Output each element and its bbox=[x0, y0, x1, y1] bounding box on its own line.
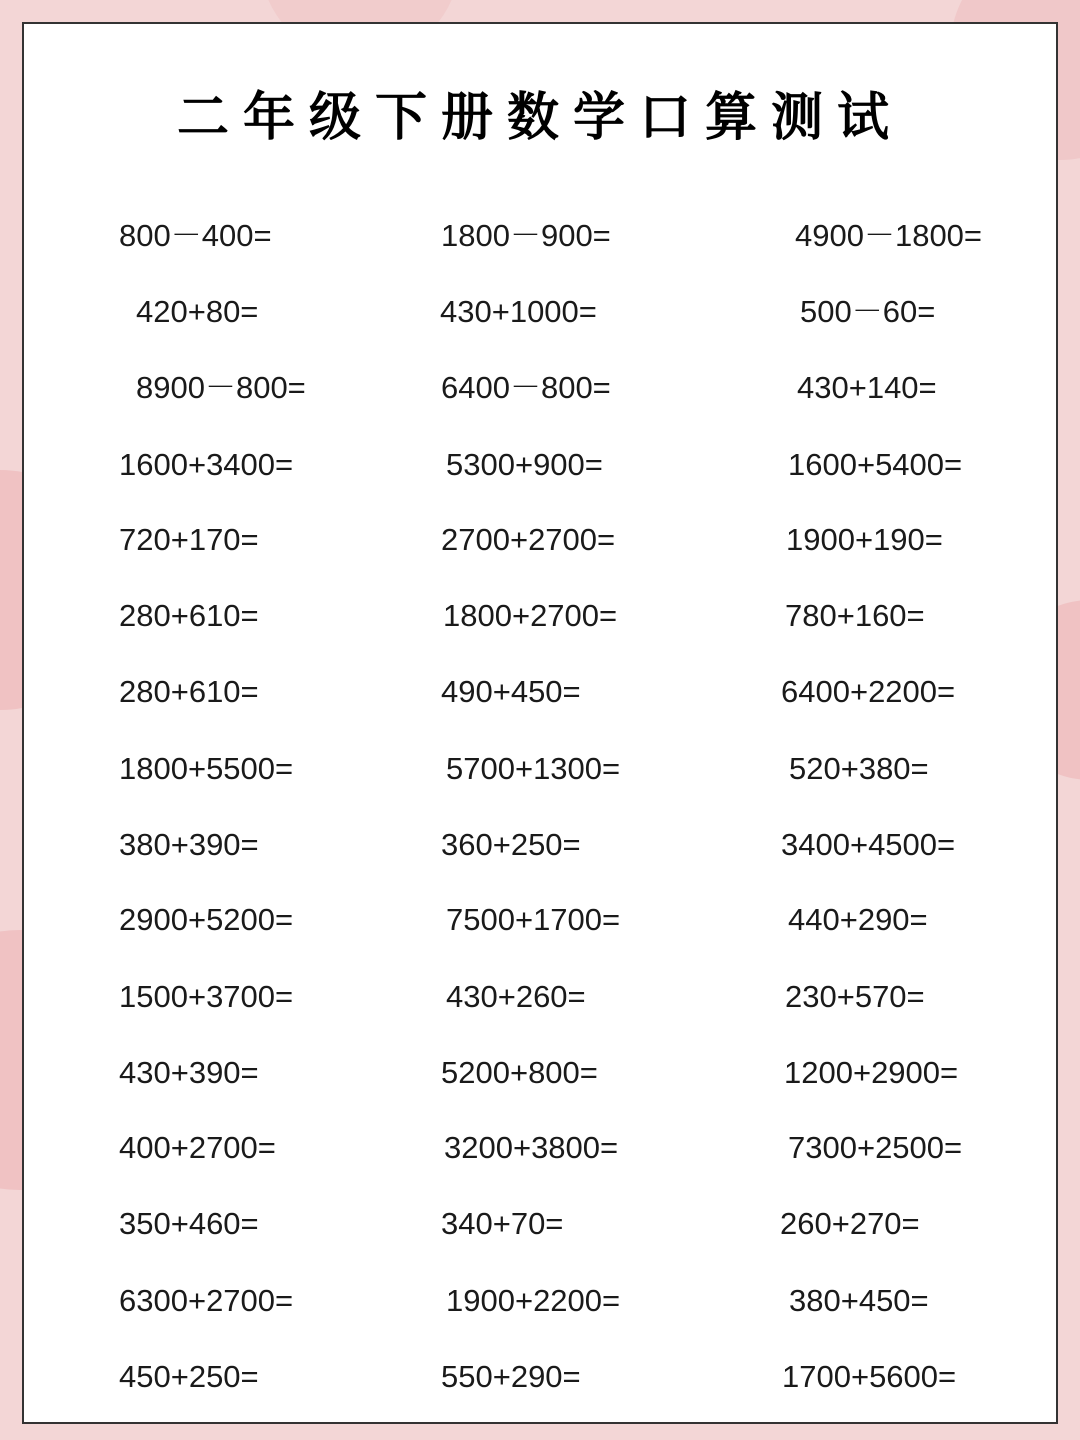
problem-item: 2700+2700= bbox=[441, 522, 616, 557]
problem-item: 280+610= bbox=[119, 598, 259, 633]
problem-item: 440+290= bbox=[788, 902, 928, 937]
problem-item: 490+450= bbox=[441, 674, 581, 709]
problem-item: 1800－900= bbox=[441, 218, 611, 253]
worksheet-paper bbox=[22, 22, 1058, 1424]
problem-item: 1900+2200= bbox=[446, 1283, 621, 1318]
problem-item: 420+80= bbox=[136, 294, 259, 329]
problem-item: 6400+2200= bbox=[781, 674, 956, 709]
problem-item: 430+390= bbox=[119, 1055, 259, 1090]
problem-item: 5300+900= bbox=[446, 447, 603, 482]
problem-item: 1700+5600= bbox=[782, 1359, 957, 1394]
problem-item: 430+260= bbox=[446, 979, 586, 1014]
problem-item: 1800+2700= bbox=[443, 598, 618, 633]
problem-item: 380+390= bbox=[119, 827, 259, 862]
problem-item: 1800+5500= bbox=[119, 751, 294, 786]
problem-grid bbox=[24, 24, 1056, 1422]
problem-item: 7500+1700= bbox=[446, 902, 621, 937]
problem-item: 6400－800= bbox=[441, 370, 611, 405]
problem-item: 1900+190= bbox=[786, 522, 943, 557]
problem-item: 1600+5400= bbox=[788, 447, 963, 482]
problem-item: 340+70= bbox=[441, 1206, 564, 1241]
problem-item: 8900－800= bbox=[136, 370, 306, 405]
problem-item: 230+570= bbox=[785, 979, 925, 1014]
problem-item: 430+1000= bbox=[440, 294, 597, 329]
problem-item: 1600+3400= bbox=[119, 447, 294, 482]
problem-item: 1200+2900= bbox=[784, 1055, 959, 1090]
problem-item: 5200+800= bbox=[441, 1055, 598, 1090]
problem-item: 6300+2700= bbox=[119, 1283, 294, 1318]
problem-item: 5700+1300= bbox=[446, 751, 621, 786]
problem-item: 500－60= bbox=[800, 294, 936, 329]
problem-item: 350+460= bbox=[119, 1206, 259, 1241]
problem-item: 450+250= bbox=[119, 1359, 259, 1394]
problem-item: 520+380= bbox=[789, 751, 929, 786]
problem-item: 430+140= bbox=[797, 370, 937, 405]
problem-item: 550+290= bbox=[441, 1359, 581, 1394]
problem-item: 7300+2500= bbox=[788, 1130, 963, 1165]
problem-item: 4900－1800= bbox=[795, 218, 983, 253]
problem-item: 280+610= bbox=[119, 674, 259, 709]
problem-item: 360+250= bbox=[441, 827, 581, 862]
problem-item: 800－400= bbox=[119, 218, 272, 253]
problem-item: 1500+3700= bbox=[119, 979, 294, 1014]
problem-item: 380+450= bbox=[789, 1283, 929, 1318]
problem-item: 400+2700= bbox=[119, 1130, 276, 1165]
worksheet-title: 二年级下册数学口算测试 bbox=[176, 87, 903, 148]
problem-item: 720+170= bbox=[119, 522, 259, 557]
problem-item: 3400+4500= bbox=[781, 827, 956, 862]
problem-item: 2900+5200= bbox=[119, 902, 294, 937]
problem-item: 260+270= bbox=[780, 1206, 920, 1241]
problem-item: 780+160= bbox=[785, 598, 925, 633]
problem-item: 3200+3800= bbox=[444, 1130, 619, 1165]
